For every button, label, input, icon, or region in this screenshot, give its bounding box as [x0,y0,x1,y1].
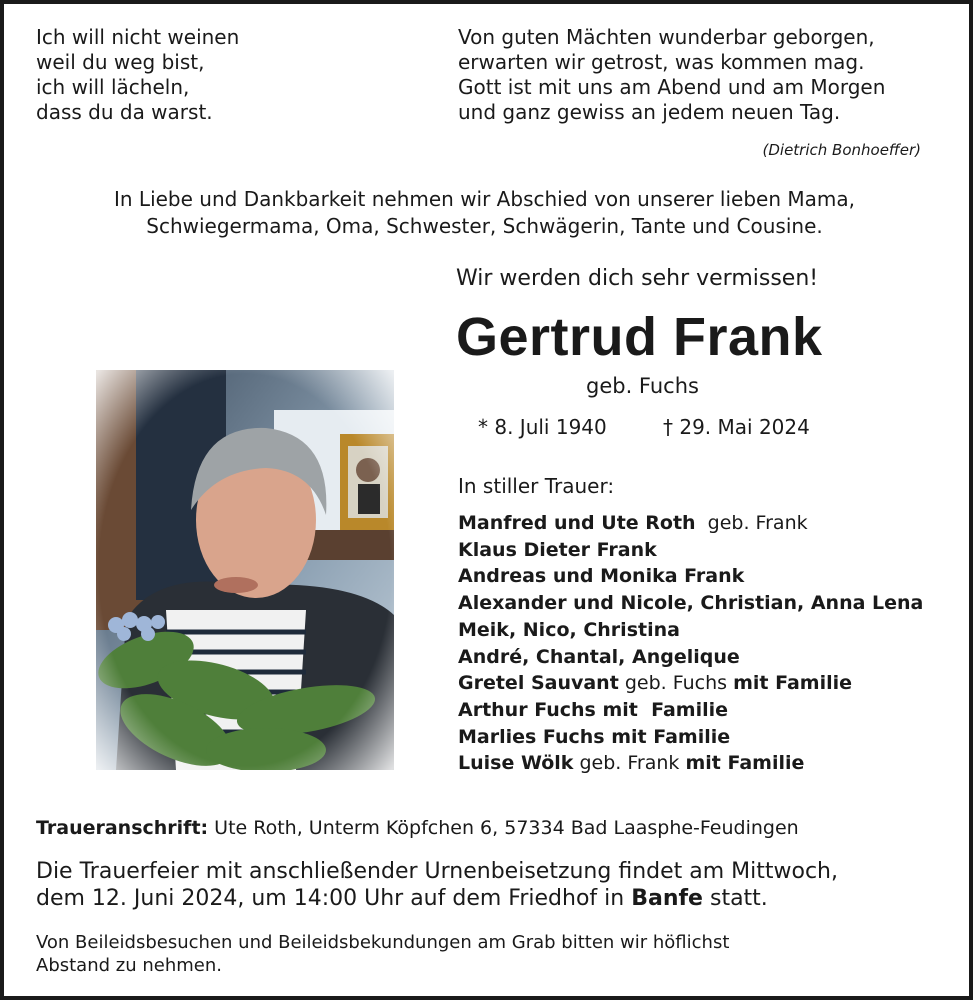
mourning-label: In stiller Trauer: [458,474,615,498]
ceremony-place: Banfe [631,886,703,911]
mourning-address-label: Traueranschrift: [36,817,209,839]
poem-left-line: ich will lächeln, [36,75,190,99]
family-entry-name: Luise Wölk [458,752,574,775]
family-entry-suffix: mit Familie [733,672,853,695]
family-entry [458,644,923,671]
poem-left-line: Ich will nicht weinen [36,25,240,49]
family-entry [458,510,923,537]
family-entry-birthname: geb. Frank [579,752,680,775]
poem-left-line: weil du weg bist, [36,50,205,74]
mourning-address [36,817,799,839]
family-entry-name: Klaus Dieter Frank [458,538,657,561]
family-entry-name: Meik, Nico, Christina [458,618,680,641]
death-date: † 29. Mai 2024 [663,415,810,439]
deceased-name: Gertrud Frank [456,307,823,367]
poem-left-line: dass du da warst. [36,100,213,124]
ceremony-line-text: statt. [709,886,768,911]
birth-name: geb. Fuchs [586,374,699,398]
family-entry-suffix: mit Familie [685,752,805,775]
family-entry [458,537,923,564]
family-entry-birthname: geb. Fuchs [624,672,728,695]
family-entry-name: Andreas und Monika Frank [458,565,745,588]
family-entry [458,750,923,777]
family-entry-birthname: geb. Frank [707,512,808,534]
family-entry-name: Alexander und Nicole, Christian, Anna Lena [458,592,924,615]
portrait-photo-image [96,370,394,770]
portrait-photo [96,370,394,770]
poem-left [36,25,239,125]
family-entry-name: André, Chantal, Angelique [458,645,740,668]
ceremony-line: Die Trauerfeier mit anschließender Urnenbeisetzung findet am Mittwoch, [36,859,838,884]
family-entry [458,590,923,617]
miss-line: Wir werden dich sehr vermissen! [456,266,819,291]
farewell-intro-line: In Liebe und Dankbarkeit nehmen wir Abschied von unserer lieben Mama, [114,187,855,211]
family-entry-name: Gretel Sauvant [458,672,619,695]
birth-date: * 8. Juli 1940 [478,415,607,439]
poem-right-line: Von guten Mächten wunderbar geborgen, [458,25,875,49]
poem-right-line: und ganz gewiss an jedem neuen Tag. [458,100,841,124]
family-entry [458,563,923,590]
farewell-intro-line: Schwiegermama, Oma, Schwester, Schwägerin, Tante und Cousine. [146,214,823,238]
ceremony-line-text: dem 12. Juni 2024, um 14:00 Uhr auf dem Friedhof in [36,886,625,911]
ceremony-line [36,885,838,912]
family-entry [458,617,923,644]
family-entry [458,724,923,751]
farewell-intro [0,186,969,240]
mourning-address-text: Ute Roth, Unterm Köpfchen 6, 57334 Bad Laasphe-Feudingen [214,817,799,839]
condolence-line: Von Beileidsbesuchen und Beileidsbekundungen am Grab bitten wir höflichst [36,932,730,953]
family-entry-name: Marlies Fuchs mit Familie [458,725,731,748]
ceremony-info [36,858,838,912]
poem-author: (Dietrich Bonhoeffer) [762,141,921,159]
poem-right-line: erwarten wir getrost, was kommen mag. [458,50,865,74]
poem-right [458,25,885,125]
poem-right-line: Gott ist mit uns am Abend und am Morgen [458,75,886,99]
family-entry [458,697,923,724]
family-list [458,510,923,777]
family-entry-name: Arthur Fuchs mit Familie [458,698,728,721]
family-entry [458,670,923,697]
condolence-line: Abstand zu nehmen. [36,955,222,976]
family-entry-name: Manfred und Ute Roth [458,512,696,534]
condolence-note [36,931,729,977]
